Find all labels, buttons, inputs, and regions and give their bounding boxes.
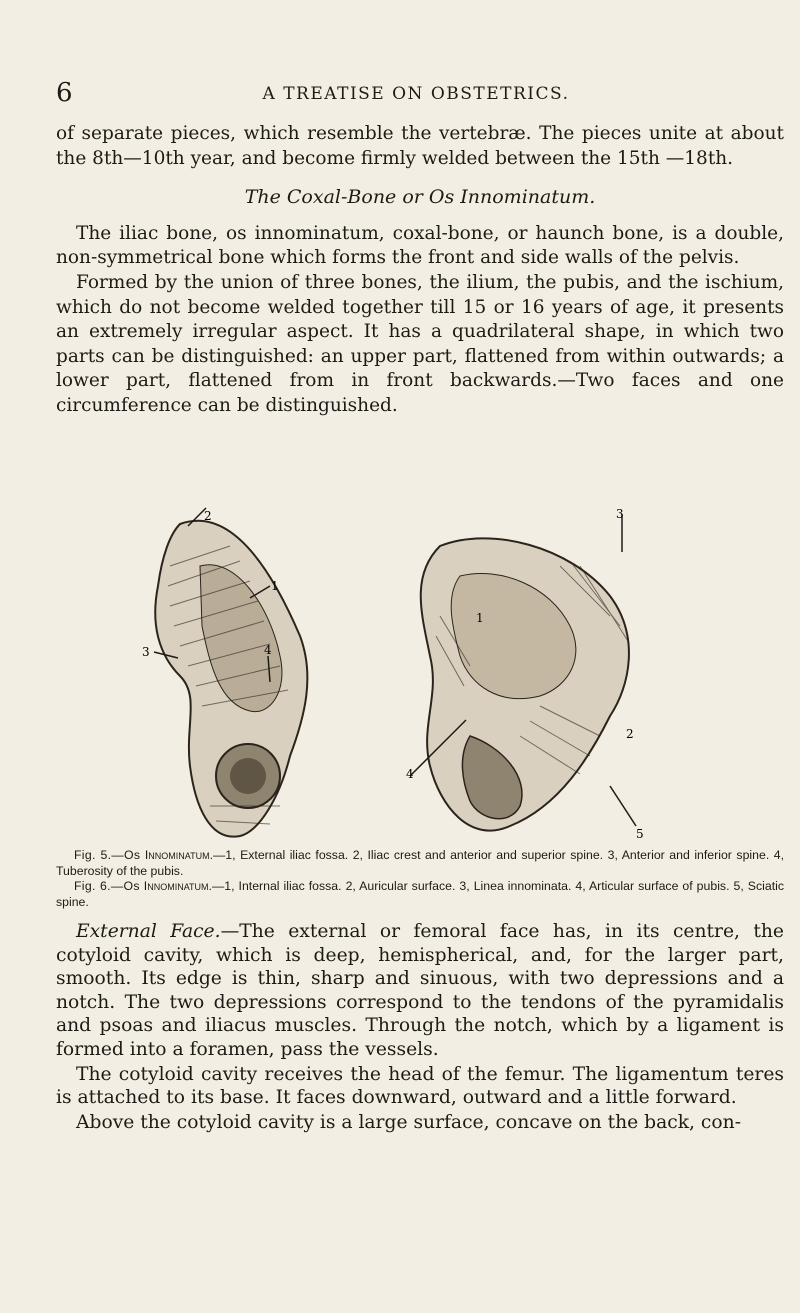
running-head: [56, 78, 776, 108]
fig6-caption-label: Fig. 6.—Os: [74, 879, 140, 894]
figures-os-innominatum: [140, 506, 800, 846]
paragraph: The iliac bone, os innominatum, coxal-bone, or haunch bone, is a double, non-symmetrical bone which forms the front and side walls of the pelvis.: [56, 222, 784, 269]
fig5-label: 3: [142, 645, 150, 659]
fig6-label: 2: [626, 727, 634, 741]
paragraph: Above the cotyloid cavity is a large surface, concave on the back, con-: [76, 1111, 742, 1133]
paragraph: The cotyloid cavity receives the head of the femur. The ligamentum teres is attached to its base. It faces downward, outward and a little forward.: [56, 1063, 784, 1109]
fig5-label: 2: [204, 509, 212, 523]
paragraph: Formed by the union of three bones, the ilium, the pubis, and the ischium, which do not become welded together till 15 or 16 years of age, it presents an extremely irregular aspect. It has a quadrilateral shape, in which two parts can be distinguished: an upper part, flattened from within outwards; a lower part, flattened from in front backwards.—Two faces and one circumference can be distinguished.: [56, 271, 784, 416]
fig5-label: 1: [271, 579, 279, 593]
fig6-label: 3: [616, 507, 624, 521]
fig5-caption-text: .—1, External iliac fossa. 2, Iliac crest and anterior and superior spine. 3, Anterior and inferior spine. 4, Tuberosity of the pubis.: [56, 848, 785, 878]
external-face-text: —The external or femoral face has, in its centre, the cotyloid cavity, which is deep, hemispherical, and, for the larger part, smooth. Its edge is thin, sharp and sinuous, with two depressions and a notch. The two depressions correspond to the tendons of the pyramidalis and psoas and iliacus muscles. Through the notch, which by a ligament is formed into a foramen, pass the vessels.: [56, 921, 784, 1060]
external-face-heading: External Face.: [76, 921, 221, 942]
fig5-caption-label: Fig. 5.—Os: [74, 848, 141, 862]
fig6-label: 1: [476, 611, 484, 625]
fig6-caption: [56, 879, 784, 910]
figure-5-illustration: [142, 508, 307, 837]
external-face-paragraph: [56, 920, 784, 1062]
fig6-caption-text: .—1, Internal iliac fossa. 2, Auricular surface. 3, Linea innominata. 4, Articular surface of pubis. 5, Sciatic spine.: [56, 879, 784, 909]
running-title: A TREATISE ON OBSTETRICS.: [262, 84, 570, 104]
body-text-top: [56, 122, 784, 419]
fig5-caption-name: Innominatum: [144, 848, 210, 862]
page-number: 6: [56, 78, 73, 108]
fig6-label: 5: [636, 827, 644, 841]
figure-6-illustration: [406, 507, 644, 841]
figure-captions: [56, 848, 784, 910]
body-text-bottom: [56, 920, 784, 1135]
fig5-caption: [56, 848, 784, 879]
fig6-label: 4: [406, 767, 414, 781]
fig5-label: 4: [264, 643, 272, 657]
paragraph-continued: of separate pieces, which resemble the vertebræ. The pieces unite at about the 8th—10th year, and become firmly welded between the 15th —18th.: [56, 123, 784, 169]
section-heading: The Coxal-Bone or Os Innominatum.: [244, 186, 596, 209]
fig6-caption-name: Innominatum: [143, 879, 209, 894]
